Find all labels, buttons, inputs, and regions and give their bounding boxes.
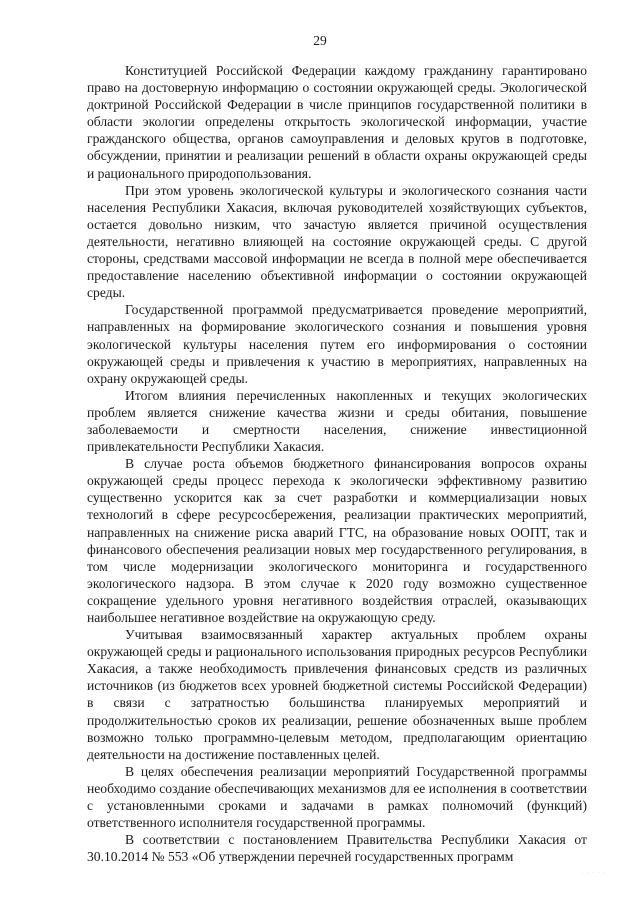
paragraph-6: Учитывая взаимосвязанный характер актуальных проблем охраны окружающей среды и рационального использования природных ресурсов Республики Хакасия, а также необходимость привлечения финансовых средств из различных источников (из бюджетов всех уровней бюджетной системы Российской Федерации) в связи с затратностью большинства планируемых мероприятий и продолжительностью сроков их реализации, решение обозначенных выше проблем возможно только программно-целевым методом, предполагающим ориентацию деятельности на достижение поставленных целей. (87, 627, 587, 762)
document-body (87, 62, 587, 865)
paragraph-4: Итогом влияния перечисленных накопленных и текущих экологических проблем является снижение качества жизни и среды обитания, повышение заболеваемости и смертности населения, снижение инвестиционной привлекательности Республики Хакасия. (87, 387, 587, 455)
paragraph-5: В случае роста объемов бюджетного финансирования вопросов охраны окружающей среды процесс перехода к экологически эффективному развитию существенно ускорится как за счет разработки и коммерциализации новых технологий в сфере ресурсосбережения, реализации практических мероприятий, направленных на снижение риска аварий ГТС, на образование новых ООПТ, так и финансового обеспечения реализации новых мер государственного регулирования, в том числе модернизации экологического мониторинга и государственного экологического надзора. В этом случае к 2020 году возможно существенное сокращение удельного уровня негативного воздействия отраслей, оказывающих наибольшее негативное воздействие на окружающую среду. (87, 456, 587, 625)
paragraph-3: Государственной программой предусматривается проведение мероприятий, направленных на формирование экологического сознания и повышения уровня экологической культуры населения путем его информирования о состоянии окружающей среды и привлечения к участию в мероприятиях, направленных на охрану окружающей среды. (87, 302, 587, 386)
scan-artifact-mark: · · · · · (581, 870, 606, 876)
paragraph-1: Конституцией Российской Федерации каждому гражданину гарантировано право на достоверную информацию о состоянии окружающей среды. Экологической доктриной Российской Федерации в числе принципов государственной политики в области экологии определены открытость экологической информации, участие гражданского общества, органов самоуправления и деловых кругов в подготовке, обсуждении, принятии и реализации решений в области охраны окружающей среды и рационального природопользования. (87, 63, 587, 181)
paragraph-8: В соответствии с постановлением Правительства Республики Хакасия от 30.10.2014 № 553 «Об утверждении перечней государственных программ (87, 832, 587, 865)
paragraph-2: При этом уровень экологической культуры и экологического сознания части населения Республики Хакасия, включая руководителей хозяйствующих субъектов, остается довольно низким, что зачастую является причиной осуществления деятельности, негативно влияющей на состояние окружающей среды. С другой стороны, средствами массовой информации не всегда в полной мере обеспечивается предоставление населению объективной информации о состоянии окружающей среды. (87, 182, 587, 301)
page-number: 29 (313, 33, 327, 48)
paragraph-7: В целях обеспечения реализации мероприятий Государственной программы необходимо создание обеспечивающих механизмов для ее исполнения в соответствии с установленными сроками и задачами в рамках полномочий (функций) ответственного исполнителя государственной программы. (87, 763, 587, 831)
